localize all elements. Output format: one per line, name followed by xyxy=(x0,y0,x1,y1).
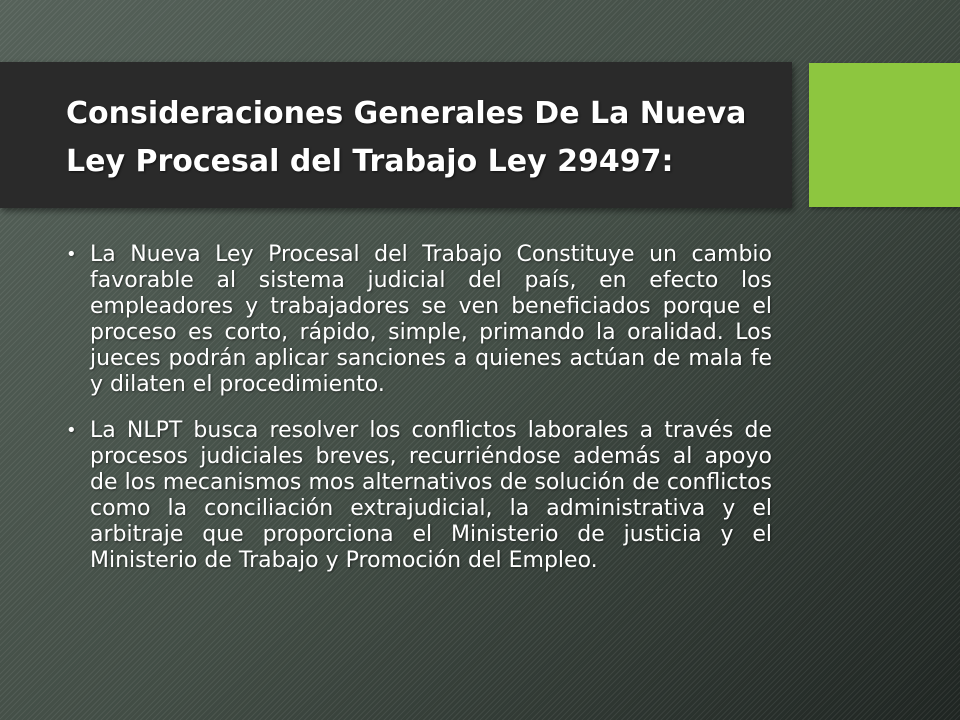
bullet-text: La NLPT busca resolver los conflictos laborales a través de procesos judiciales breves, recurriéndose además al apoyo de los mecanismos mos alternativos de solución de conflictos como la conciliación extrajudicial, la administrativa y el arbitraje que proporciona el Ministerio de justicia y el Ministerio de Trabajo y Promoción del Empleo. xyxy=(90,418,772,573)
slide-title: Consideraciones Generales De La Nueva Ley Procesal del Trabajo Ley 29497: xyxy=(66,96,747,179)
title-band xyxy=(0,62,792,208)
bullet-item xyxy=(62,418,772,574)
bullet-text: La Nueva Ley Procesal del Trabajo Constituye un cambio favorable al sistema judicial del país, en efecto los empleadores y trabajadores se ven beneficiados porque el proceso es corto, rápido, simple, primando la oralidad. Los jueces podrán aplicar sanciones a quienes actúan de mala fe y dilaten el procedimiento. xyxy=(90,242,772,397)
accent-square xyxy=(809,63,960,207)
slide-content xyxy=(62,242,772,594)
bullet-marker: • xyxy=(66,244,77,265)
bullet-item xyxy=(62,242,772,398)
bullet-marker: • xyxy=(66,420,77,441)
